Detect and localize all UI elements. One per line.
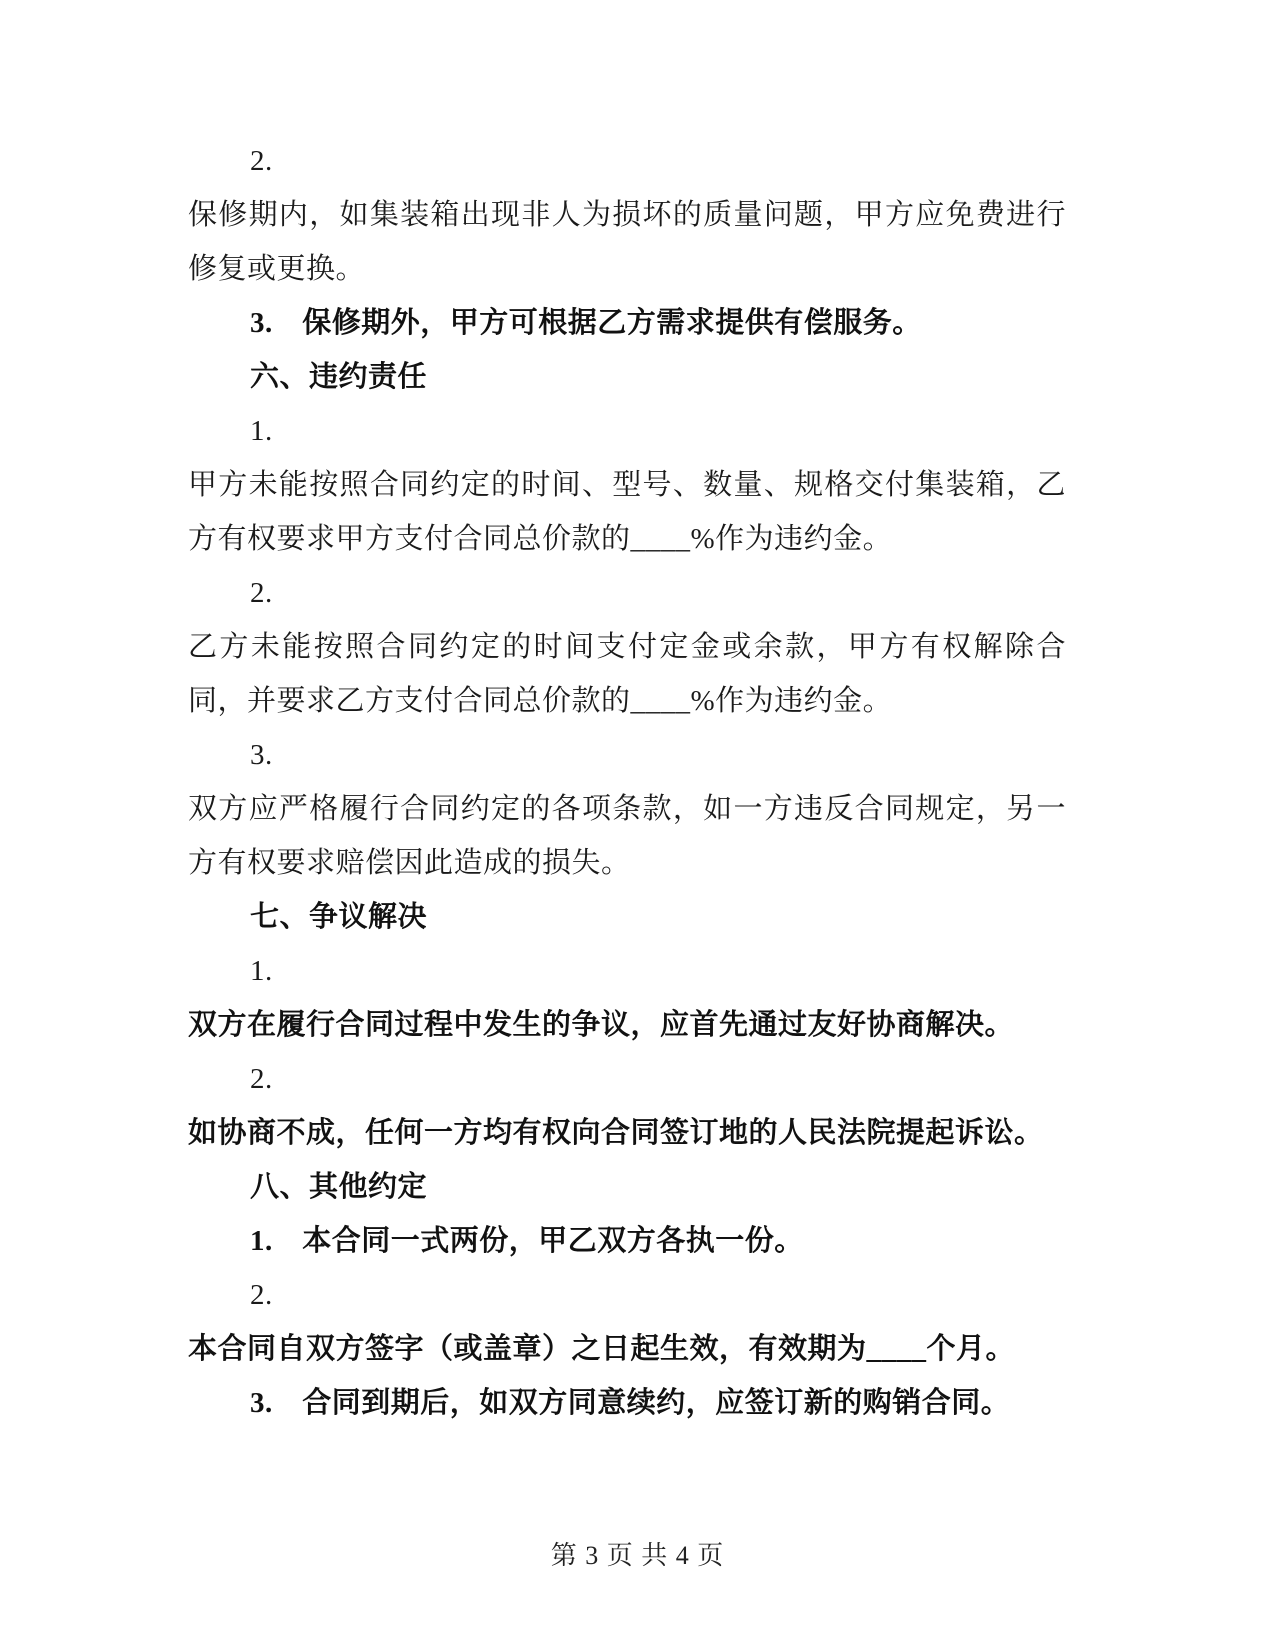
- contract-paragraph: 如协商不成，任何一方均有权向合同签订地的人民法院提起诉讼。: [188, 1117, 1044, 1149]
- contract-paragraph: 乙方未能按照合同约定的时间支付定金或余款，甲方有权解除合同，并要求乙方支付合同总价款的____%作为违约金。: [188, 631, 1066, 717]
- clause-number: 2.: [250, 577, 273, 609]
- contract-paragraph: 保修期内，如集装箱出现非人为损坏的质量问题，甲方应免费进行修复或更换。: [188, 199, 1066, 285]
- clause-number: 2.: [250, 1279, 273, 1311]
- contract-paragraph: 双方应严格履行合同约定的各项条款，如一方违反合同规定，另一方有权要求赔偿因此造成的损失。: [188, 793, 1066, 879]
- clause-number: 1.: [250, 955, 273, 987]
- section-heading-six: 六、违约责任: [250, 361, 428, 393]
- section-heading-eight: 八、其他约定: [250, 1171, 428, 1203]
- clause-number: 2.: [250, 1063, 273, 1095]
- contract-paragraph: 3. 保修期外，甲方可根据乙方需求提供有偿服务。: [250, 307, 922, 339]
- contract-paragraph: 双方在履行合同过程中发生的争议，应首先通过友好协商解决。: [188, 1009, 1015, 1041]
- clause-number: 3.: [250, 739, 273, 771]
- page-number-footer: 第 3 页 共 4 页: [550, 1541, 725, 1570]
- clause-number: 1.: [250, 415, 273, 447]
- contract-paragraph: 甲方未能按照合同约定的时间、型号、数量、规格交付集装箱，乙方有权要求甲方支付合同总价款的____%作为违约金。: [188, 469, 1066, 555]
- contract-paragraph: 本合同自双方签字（或盖章）之日起生效，有效期为____个月。: [188, 1333, 1016, 1365]
- contract-body: [188, 134, 1066, 1430]
- clause-number: 2.: [250, 145, 273, 177]
- contract-paragraph: 1. 本合同一式两份，甲乙双方各执一份。: [250, 1225, 804, 1257]
- contract-paragraph: 3. 合同到期后，如双方同意续约，应签订新的购销合同。: [250, 1387, 1011, 1419]
- section-heading-seven: 七、争议解决: [250, 901, 428, 933]
